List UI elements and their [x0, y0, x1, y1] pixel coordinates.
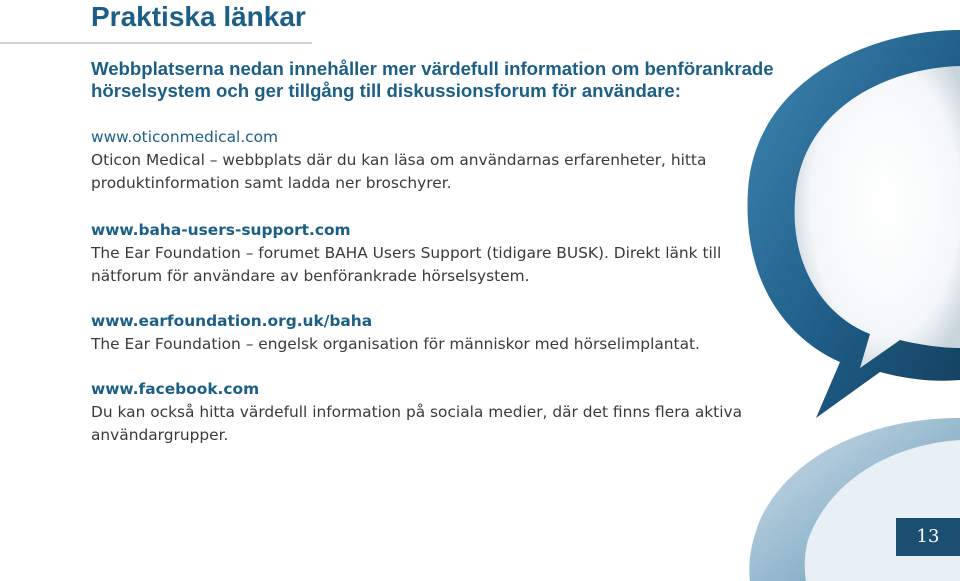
- link-entry-oticon: [91, 126, 771, 195]
- link-description: Oticon Medical – webbplats där du kan läsa om användarnas erfarenheter, hitta produktinformation samt ladda ner broschyrer.: [91, 151, 707, 192]
- page-title: Praktiska länkar: [91, 1, 306, 32]
- link-description: Du kan också hitta värdefull information på sociala medier, där det finns flera aktiva användargrupper.: [91, 403, 743, 444]
- title-divider: [0, 42, 312, 44]
- link-baha-users-support[interactable]: www.baha-users-support.com: [91, 221, 351, 239]
- page-number: 13: [896, 518, 960, 556]
- link-earfoundation[interactable]: www.earfoundation.org.uk/baha: [91, 312, 373, 330]
- link-entry-baha-users-support: [91, 219, 771, 288]
- link-oticonmedical[interactable]: www.oticonmedical.com: [91, 128, 279, 146]
- link-entry-earfoundation: [91, 310, 771, 356]
- speech-bubbles-graphic: [720, 0, 960, 581]
- link-facebook[interactable]: www.facebook.com: [91, 380, 260, 398]
- link-entry-facebook: [91, 378, 771, 447]
- link-description: The Ear Foundation – engelsk organisation för människor med hörselimplantat.: [91, 335, 700, 353]
- link-description: The Ear Foundation – forumet BAHA Users Support (tidigare BUSK). Direkt länk till nätforum för användare av benförankrade hörselsystem.: [91, 244, 722, 285]
- intro-text: Webbplatserna nedan innehåller mer värdefull information om benförankrade hörselsystem och ger tillgång till diskussionsforum för användare:: [91, 58, 774, 101]
